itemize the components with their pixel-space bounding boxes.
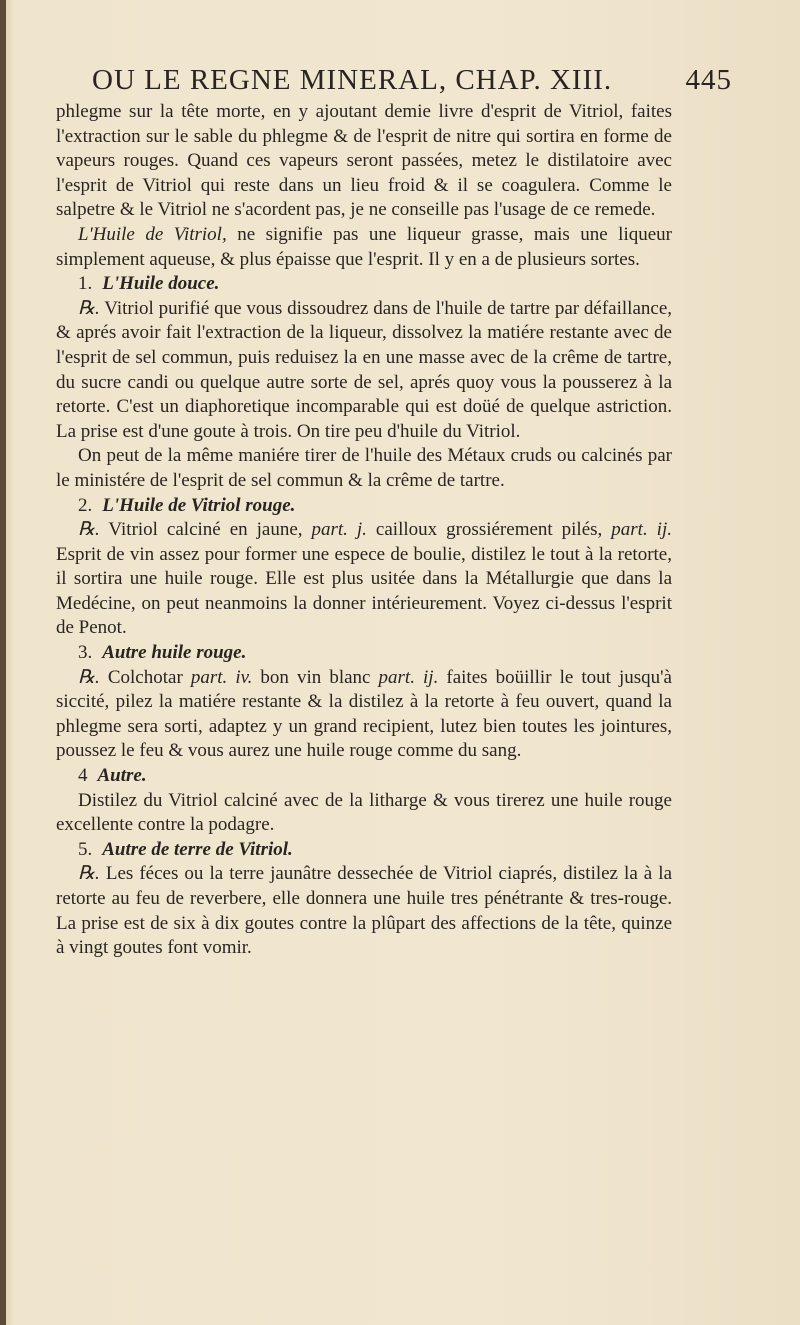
section-heading-2 — [56, 494, 672, 519]
section-heading-5 — [56, 838, 672, 863]
section-heading-4 — [56, 764, 672, 789]
recipe-text: Colchotar — [99, 666, 191, 688]
paragraph-continued: phlegme sur la tête morte, en y ajoutant demie livre d'esprit de Vitriol, faites l'extraction sur le sable du phlegme & de l'esprit de nitre qui sortira en forme de vapeurs rouges. Quand ces vapeurs seront passées, metez le distilatoire avec l'esprit de Vitriol qui reste dans un lieu froid & il se coagulera. Comme le salpetre & le Vitriol ne s'acordent pas, je ne conseille pas l'usage de ce remede. — [56, 101, 672, 221]
header-title: OU LE REGNE MINERAL, CHAP. XIII. — [92, 64, 613, 96]
section-title: L'Huile douce. — [102, 273, 220, 295]
section-number: 3. — [78, 642, 93, 664]
recipe-symbol: ℞. — [78, 666, 100, 688]
recipe-symbol: ℞. — [78, 863, 100, 885]
recipe-1 — [56, 297, 672, 445]
paragraph-huile-definition — [56, 223, 672, 272]
section-heading-3 — [56, 641, 672, 666]
page-spine-edge — [0, 0, 6, 1325]
section-title: Autre. — [97, 765, 147, 787]
part-measure: part. ij. — [378, 666, 439, 688]
section-number: 4 — [78, 765, 88, 787]
section-number: 5. — [78, 838, 93, 860]
recipe-text: Esprit de vin assez pour former une espece de boulie, distilez le tout à la retorte, il sortira une huile rouge. Elle est plus usitée dans la Métallurgie que dans la Medécine, on peut neanmoins la donner intérieurement. Voyez ci-dessus l'esprit de Penot. — [56, 543, 672, 639]
recipe-4: Distilez du Vitriol calciné avec de la litharge & vous tirerez une huile rouge excellente contre la podagre. — [56, 789, 672, 836]
part-measure: part. j. — [311, 519, 367, 541]
body-text — [56, 100, 672, 961]
section-heading-1 — [56, 272, 672, 297]
inline-term: L'Huile de Vitriol, — [78, 223, 227, 245]
page-number: 445 — [685, 64, 732, 96]
section-title: Autre huile rouge. — [102, 642, 247, 664]
recipe-text: bon vin blanc — [252, 666, 379, 688]
recipe-symbol: ℞. — [78, 297, 100, 319]
recipe-2 — [56, 518, 672, 641]
recipe-text: Vitriol calciné en jaune, — [99, 519, 312, 541]
section-number: 1. — [78, 273, 93, 295]
paragraph-metaux: On peut de la même maniére tirer de l'huile des Métaux cruds ou calcinés par le ministére de l'esprit de sel commun & la crême de tartre. — [56, 445, 672, 491]
recipe-5 — [56, 862, 672, 960]
part-measure: part. iv. — [190, 666, 253, 688]
running-header — [92, 64, 732, 104]
recipe-symbol: ℞. — [78, 519, 100, 541]
part-measure: part. ij. — [611, 519, 672, 541]
section-number: 2. — [78, 494, 93, 516]
recipe-text: Les féces ou la terre jaunâtre dessechée de Vitriol ciaprés, distilez la à la retorte au feu de reverbere, elle donnera une huile tres pénétrante & tres-rouge. La prise est de six à dix goutes contre la plûpart des affections de la tête, quinze à vingt goutes font vomir. — [56, 863, 672, 959]
section-title: Autre de terre de Vitriol. — [102, 838, 293, 860]
paragraph-text: ne signifie pas une liqueur grasse, mais une liqueur simplement aqueuse, & plus épaisse que l'esprit. Il y en a de plusieurs sortes. — [56, 223, 672, 270]
recipe-text: faites boüillir le tout jusqu'à siccité, pilez la matiére restante & la distilez à la retorte à feu ouvert, quand la phlegme sera sorti, adaptez y un grand recipient, lutez bien toutes les jointures, poussez le feu & vous aurez une huile rouge comme du sang. — [56, 666, 672, 762]
recipe-text: cailloux grossiérement pilés, — [366, 519, 612, 541]
recipe-3 — [56, 666, 672, 764]
recipe-text: Vitriol purifié que vous dissoudrez dans de l'huile de tartre par défaillance, & aprés avoir fait l'extraction de la liqueur, dissolvez la matiére restante avec de l'esprit de sel commun, puis reduisez la en une masse avec de la crême de tartre, du sucre candi ou quelque autre sorte de sel, aprés quoy vous la pousserez à la retorte. C'est un diaphoretique incomparable qui est doüé de quelque astriction. La prise est d'une goute à trois. On tire peu d'huile du Vitriol. — [56, 297, 672, 442]
section-title: L'Huile de Vitriol rouge. — [102, 494, 296, 516]
